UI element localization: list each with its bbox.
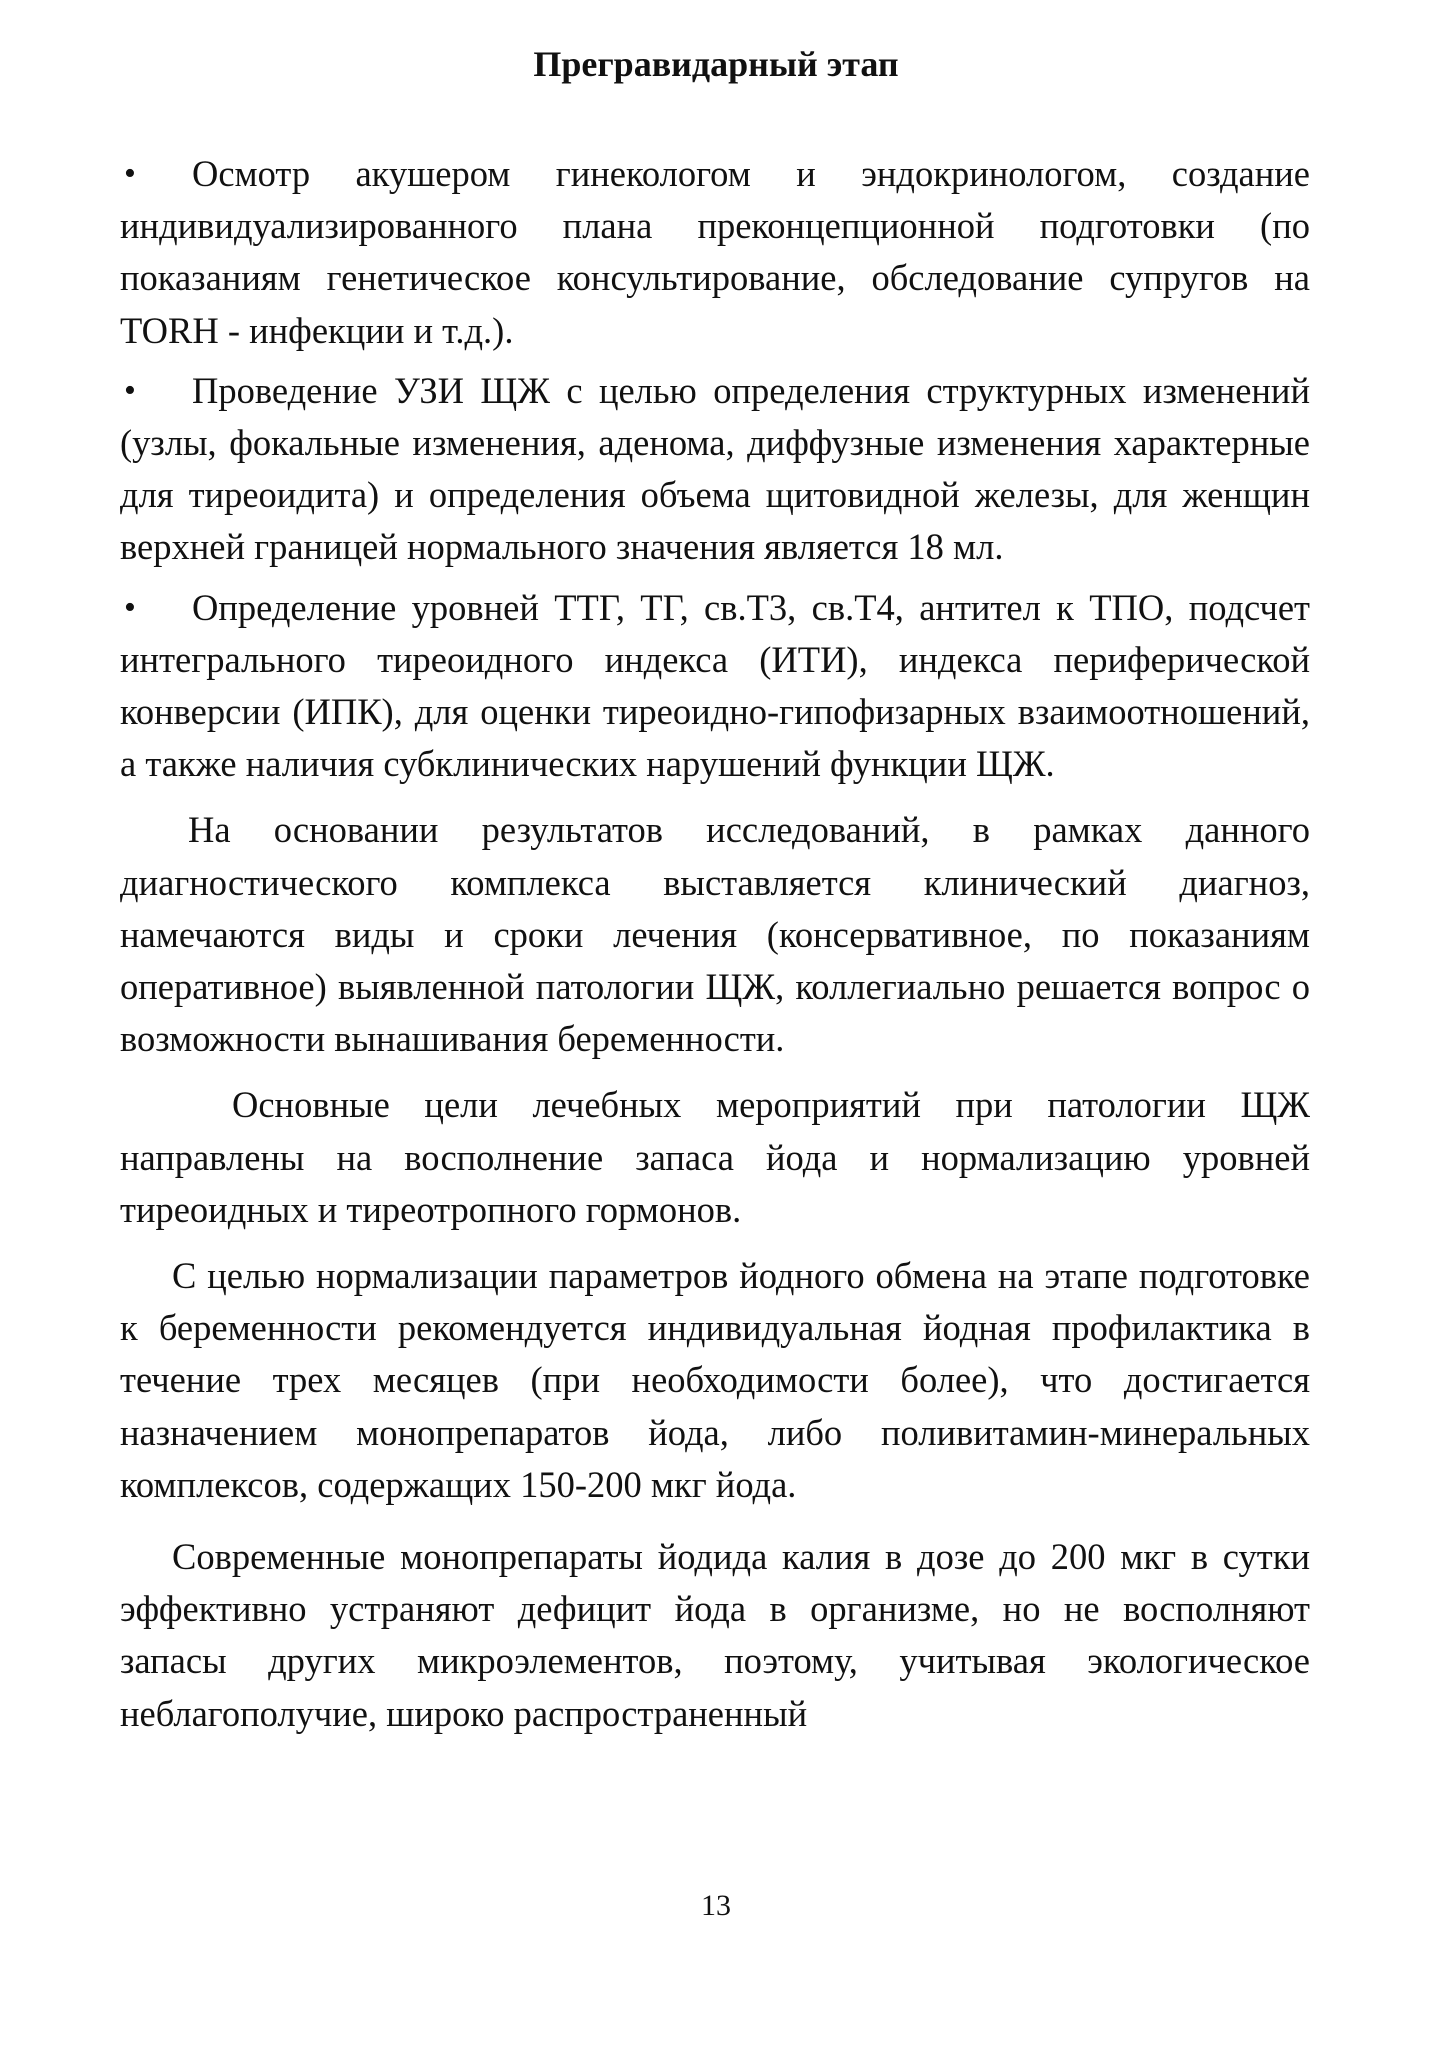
bullet-list: [120, 148, 1310, 790]
bullet-item-exam: • Осмотр акушером гинекологом и эндокринологом, создание индивидуализированного плана преконцепционной подготовки (по показаниям генетическое консультирование, обследование супругов на TORH - инфекции и т.д.).: [120, 148, 1310, 357]
page-title: Прегравидарный этап: [533, 44, 899, 84]
paragraph-potassium-iodide: Современные монопрепараты йодида калия в дозе до 200 мкг в сутки эффективно устраняют дефицит йода в организме, но не восполняют запасы других микроэлементов, поэтому, учитывая экологическое неблагополучие, широко распространенный: [120, 1536, 1310, 1734]
bullet-item-ultrasound: • Проведение УЗИ ЩЖ с целью определения структурных изменений (узлы, фокальные изменения, аденома, диффузные изменения характерные для тиреоидита) и определения объема щитовидной железы, для женщин верхней границей нормального значения является 18 мл.: [120, 365, 1310, 574]
paragraph-treatment-goals: Основные цели лечебных мероприятий при патологии ЩЖ направлены на восполнение запаса йода и нормализацию уровней тиреоидных и тиреотропного гормонов.: [120, 1084, 1310, 1230]
page-number: 13: [701, 1889, 731, 1922]
paragraph-iodine-prophylaxis: С целью нормализации параметров йодного обмена на этапе подготовке к беременности рекомендуется индивидуальная йодная профилактика в течение трех месяцев (при необходимости более), что достигается назначением монопрепаратов йода, либо поливитамин-минеральных комплексов, содержащих 150-200 мкг йода.: [120, 1255, 1310, 1505]
page-content: [120, 148, 1310, 1748]
paragraph-diagnosis: На основании результатов исследований, в рамках данного диагностического комплекса выставляется клинический диагноз, намечаются виды и сроки лечения (консервативное, по показаниям оперативное) выявленной патологии ЩЖ, коллегиально решается вопрос о возможности вынашивания беременности.: [120, 809, 1310, 1060]
bullet-item-hormone-levels: • Определение уровней ТТГ, ТГ, св.Т3, св.Т4, антител к ТПО, подсчет интегрального тиреоидного индекса (ИТИ), индекса периферической конверсии (ИПК), для оценки тиреоидно-гипофизарных взаимоотношений, а также наличия субклинических нарушений функции ЩЖ.: [120, 582, 1310, 791]
